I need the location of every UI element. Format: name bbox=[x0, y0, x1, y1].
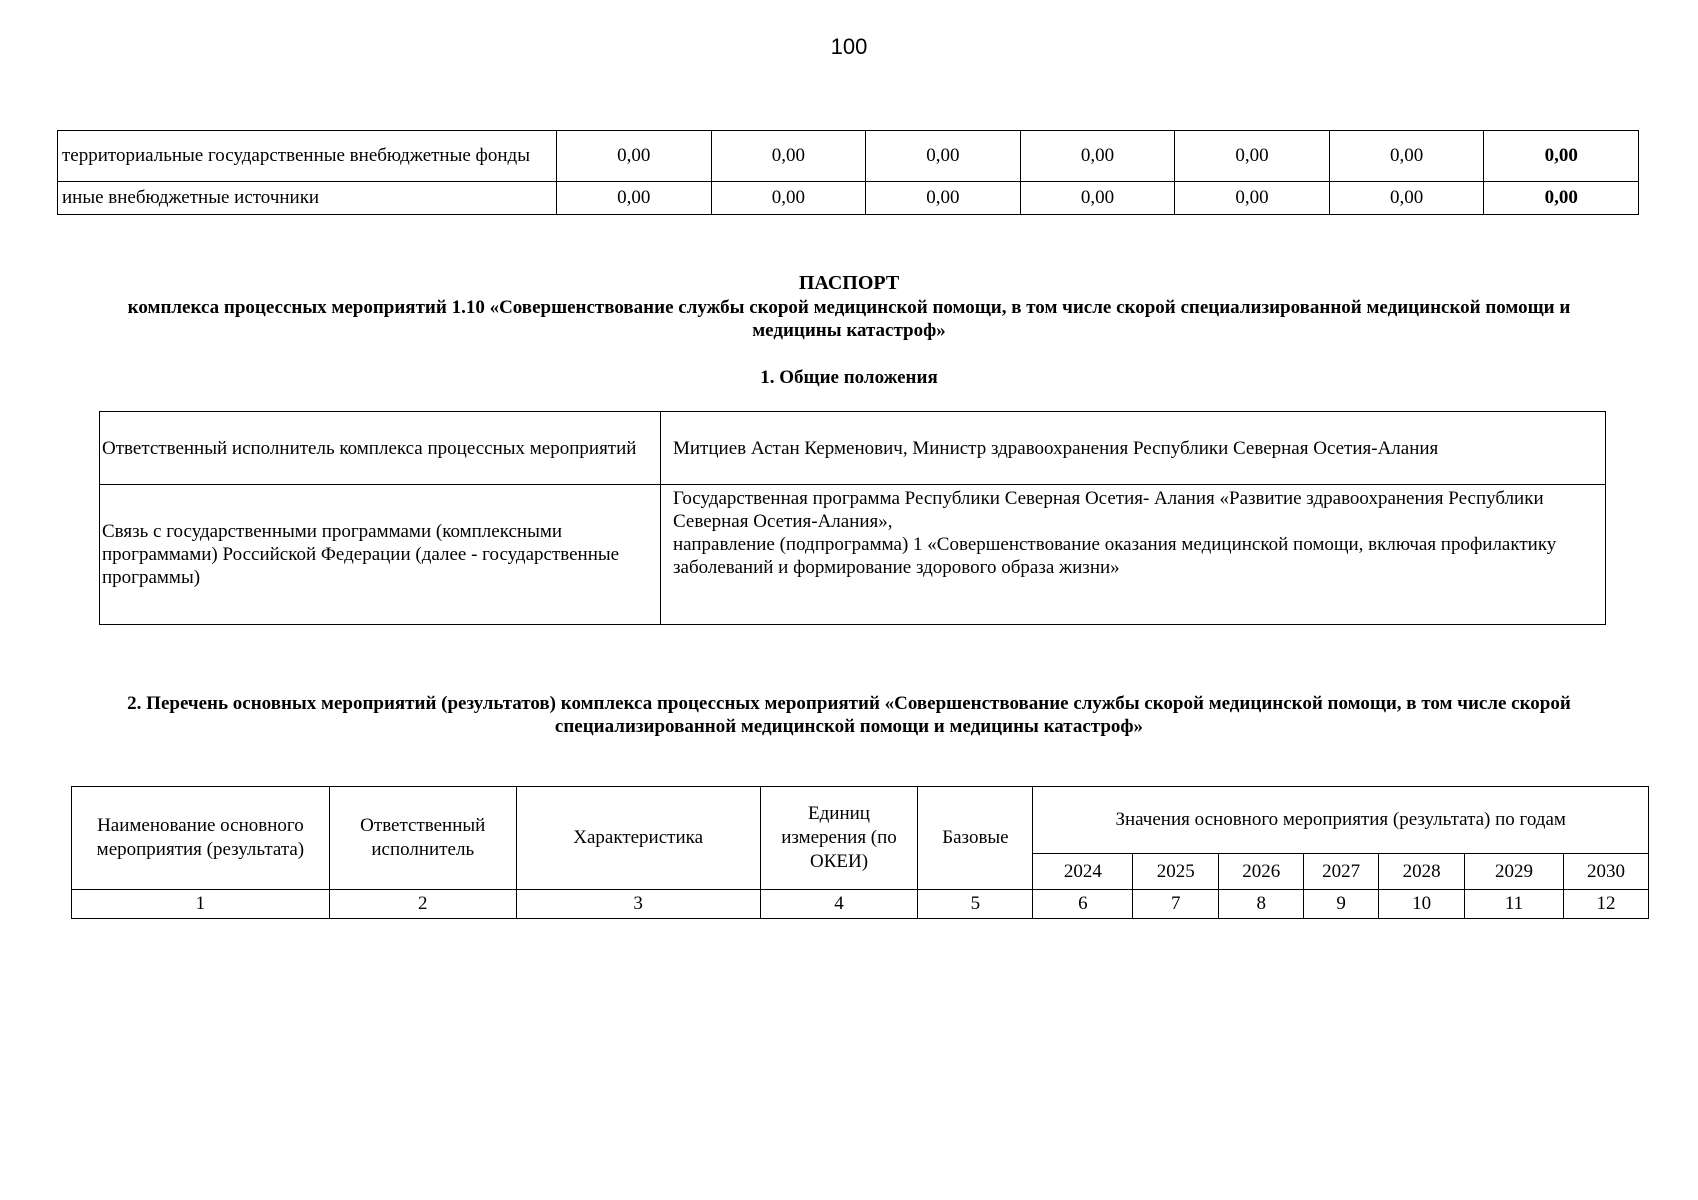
table-row bbox=[58, 131, 1639, 182]
column-number: 4 bbox=[760, 890, 918, 919]
row-total: 0,00 bbox=[1484, 182, 1639, 215]
table-cell: 0,00 bbox=[711, 182, 866, 215]
table-cell: 0,00 bbox=[866, 182, 1021, 215]
general-provisions-table bbox=[99, 411, 1606, 625]
row-total: 0,00 bbox=[1484, 131, 1639, 182]
header-values-by-year: Значения основного мероприятия (результата) по годам bbox=[1033, 787, 1649, 854]
column-numbers-row bbox=[72, 890, 1649, 919]
funding-sources-table bbox=[57, 130, 1639, 215]
column-number: 9 bbox=[1304, 890, 1379, 919]
table-cell: 0,00 bbox=[866, 131, 1021, 182]
table-row bbox=[58, 182, 1639, 215]
table-cell: 0,00 bbox=[1175, 182, 1330, 215]
passport-subtitle: комплекса процессных мероприятий 1.10 «Совершенствование службы скорой медицинской помощи, в том числе скорой специализированной медицинской помощи и медицины катастроф» bbox=[127, 297, 1571, 341]
column-number: 3 bbox=[516, 890, 760, 919]
row-value bbox=[661, 485, 1606, 625]
column-number: 12 bbox=[1564, 890, 1649, 919]
table-cell: 0,00 bbox=[1329, 182, 1484, 215]
section-1-title: 1. Общие положения bbox=[760, 367, 938, 388]
year-cell: 2029 bbox=[1465, 854, 1564, 890]
header-executor: Ответственный исполнитель bbox=[329, 787, 516, 890]
header-base: Базовые bbox=[918, 787, 1033, 890]
table-cell: 0,00 bbox=[557, 131, 712, 182]
table-row bbox=[100, 412, 1606, 485]
row-label: Ответственный исполнитель комплекса процессных мероприятий bbox=[100, 412, 661, 485]
table-cell: 0,00 bbox=[1020, 182, 1175, 215]
year-cell: 2025 bbox=[1133, 854, 1219, 890]
year-cell: 2027 bbox=[1304, 854, 1379, 890]
section-2-title: 2. Перечень основных мероприятий (результатов) комплекса процессных мероприятий «Совершенствование службы скорой медицинской помощи, в том числе скорой специализированной медицинской помощи и медицины катастроф» bbox=[127, 693, 1571, 737]
row-label: Связь с государственными программами (комплексными программами) Российской Федерации (далее - государственные программы) bbox=[100, 485, 661, 625]
value-line: Государственная программа Республики Северная Осетия- Алания «Развитие здравоохранения Республики Северная Осетия-Алания», bbox=[673, 488, 1544, 532]
value-line: направление (подпрограмма) 1 «Совершенствование оказания медицинской помощи, включая профилактику заболеваний и формирование здорового образа жизни» bbox=[673, 534, 1557, 578]
table-cell: 0,00 bbox=[1020, 131, 1175, 182]
table-row bbox=[100, 485, 1606, 625]
table-cell: 0,00 bbox=[557, 182, 712, 215]
table-cell: 0,00 bbox=[1329, 131, 1484, 182]
header-unit: Единиц измерения (по ОКЕИ) bbox=[760, 787, 918, 890]
header-name: Наименование основного мероприятия (результата) bbox=[72, 787, 330, 890]
page-number: 100 bbox=[830, 34, 868, 59]
year-cell: 2026 bbox=[1219, 854, 1304, 890]
column-number: 11 bbox=[1465, 890, 1564, 919]
column-number: 10 bbox=[1379, 890, 1465, 919]
passport-title: ПАСПОРТ bbox=[798, 272, 900, 294]
column-number: 1 bbox=[72, 890, 330, 919]
table-cell: 0,00 bbox=[711, 131, 866, 182]
column-number: 5 bbox=[918, 890, 1033, 919]
column-number: 8 bbox=[1219, 890, 1304, 919]
column-number: 7 bbox=[1133, 890, 1219, 919]
row-label: иные внебюджетные источники bbox=[58, 182, 557, 215]
column-number: 6 bbox=[1033, 890, 1133, 919]
column-number: 2 bbox=[329, 890, 516, 919]
header-row bbox=[72, 787, 1649, 854]
year-cell: 2024 bbox=[1033, 854, 1133, 890]
row-label: территориальные государственные внебюджетные фонды bbox=[58, 131, 557, 182]
main-events-table bbox=[71, 786, 1649, 919]
year-cell: 2028 bbox=[1379, 854, 1465, 890]
table-cell: 0,00 bbox=[1175, 131, 1330, 182]
header-characteristic: Характеристика bbox=[516, 787, 760, 890]
year-cell: 2030 bbox=[1564, 854, 1649, 890]
row-value: Митциев Астан Керменович, Министр здравоохранения Республики Северная Осетия-Алания bbox=[661, 412, 1606, 485]
